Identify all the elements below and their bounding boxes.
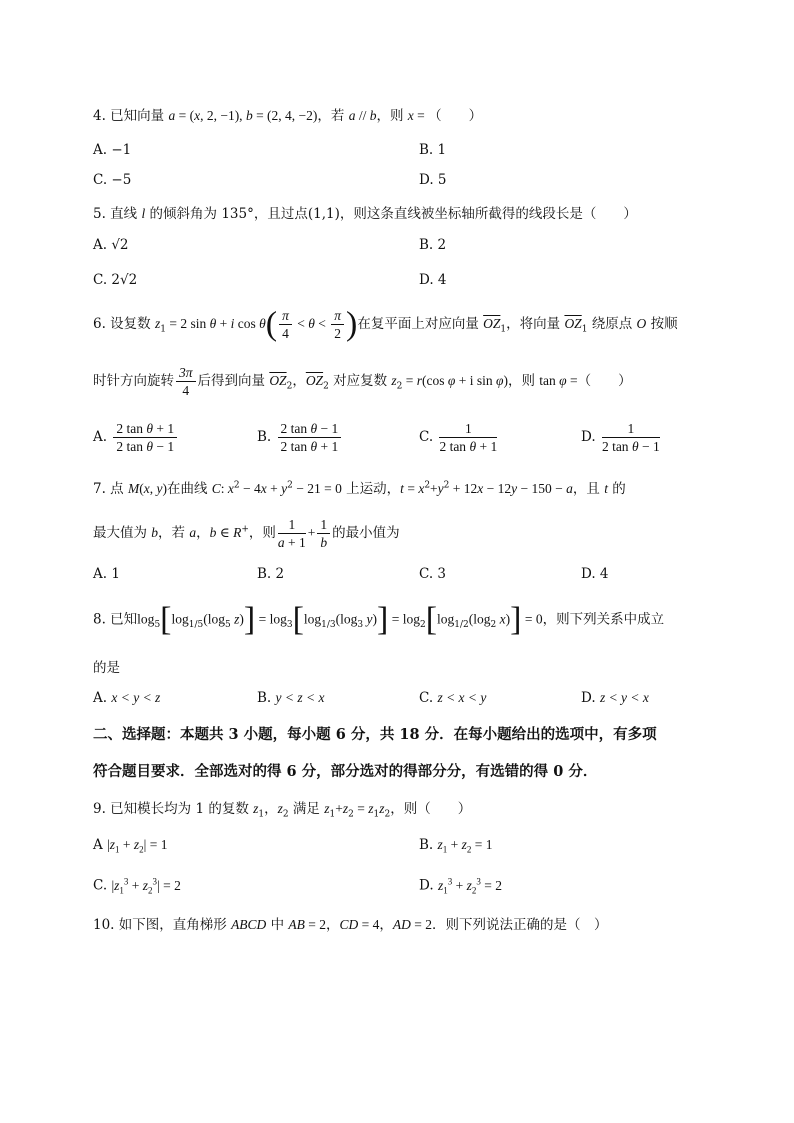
question-10-stem: 10. 如下图，直角梯形 ABCD 中 AB = 2，CD = 4，AD = 2．则下列说法正确的是（ ） bbox=[93, 917, 608, 933]
question-7-option-d[interactable]: D. 4 bbox=[581, 566, 609, 582]
question-8-stem-line-1: 8. 已知$\log_5[\log_{1/5}(\log_5$ $z)] = \log_3[\log_{1/3}(\log_3$ $y)] = \log_2[\log_{1/2}(\log_2$ x)] = 0，则下列关系中成立 bbox=[93, 601, 665, 638]
question-4-option-a[interactable]: A. −1 bbox=[93, 142, 132, 158]
question-7-stem-line-1: 7. 点 M(x, y)在曲线 C: $x^2 - 4x + y^2 - 21 = 0$ 上运动，$t = x^2+y^2 + 12x - 12y - 150 - a$，且 t 的 bbox=[93, 480, 626, 497]
question-5-option-a[interactable]: A. √2 bbox=[93, 237, 129, 253]
question-7-option-a[interactable]: A. 1 bbox=[93, 566, 120, 582]
question-9-option-a[interactable]: A $|z_1 + z_2| = 1$ bbox=[93, 837, 168, 855]
question-8-option-c[interactable]: C. z < x < y bbox=[419, 690, 487, 706]
question-5-stem: 5. 直线 l 的倾斜角为 135°，且过点(1,1)，则这条直线被坐标轴所截得的线段长是（ ） bbox=[93, 206, 637, 222]
question-7-stem-line-2: 最大值为 b，若 a，b ∈ R+，则 $\frac{1}{a + 1}$ + $\frac{1}{b}$ 的最小值为 bbox=[93, 517, 400, 550]
question-4-option-c[interactable]: C. −5 bbox=[93, 172, 132, 188]
question-4-stem: 4. 已知向量 a = (x, 2, −1), b = (2, 4, −2)，若 a // b，则 x = （ ） bbox=[93, 108, 483, 124]
question-9-option-d[interactable]: D. $z_1^3 + z_2^3 = 2$ bbox=[419, 876, 502, 896]
question-6-option-b[interactable]: B. $\frac{\text{2 tan θ − 1}}{\text{2 tan θ + 1}}$ bbox=[257, 420, 343, 455]
question-8-option-d[interactable]: D. z < y < x bbox=[581, 690, 649, 706]
question-7-option-c[interactable]: C. 3 bbox=[419, 566, 447, 582]
question-8-stem-line-2: 的是 bbox=[93, 660, 120, 676]
question-6-option-d[interactable]: D. $\frac{1}{\text{2 tan θ − 1}}$ bbox=[581, 421, 660, 454]
section-2-header-line-1: 二、选择题：本题共 3 小题，每小题 6 分，共 18 分．在每小题给出的选项中，有多项 bbox=[93, 726, 657, 743]
question-6-stem-line-1: 6. 设复数 $z_1 = 2$ sin θ + i cos θ( $\frac{\pi}{4}$ < θ < $\frac{\pi}{2}$ )在复平面上对应向量 $\overline{OZ}_1$，将向量 $\overline{OZ}_1$ 绕原点 O 按顺 bbox=[93, 305, 678, 343]
question-8-option-a[interactable]: A. x < y < z bbox=[93, 690, 161, 706]
question-9-option-b[interactable]: B. $z_1 + z_2 = 1$ bbox=[419, 837, 493, 855]
section-2-header-line-2: 符合题目要求．全部选对的得 6 分，部分选对的得部分分，有选错的得 0 分． bbox=[93, 763, 598, 780]
question-8-option-b[interactable]: B. y < z < x bbox=[257, 690, 325, 706]
question-7-option-b[interactable]: B. 2 bbox=[257, 566, 285, 582]
question-5-option-d[interactable]: D. 4 bbox=[419, 272, 447, 288]
question-5-option-b[interactable]: B. 2 bbox=[419, 237, 447, 253]
question-4-option-b[interactable]: B. 1 bbox=[419, 142, 447, 158]
question-9-stem: 9. 已知模长均为 1 的复数 $z_1$，$z_2$ 满足 $z_1+z_2 = z_1z_2$，则（ ） bbox=[93, 801, 472, 820]
question-4-option-d[interactable]: D. 5 bbox=[419, 172, 447, 188]
question-6-stem-line-2: 时针方向旋转 $\frac{3\pi}{4}$ 后得到向量 $\overline{OZ}_2$，$\overline{OZ}_2$ 对应复数 $z_2 = r(\cos$ φ + i sin φ)，则 tan φ =（ ） bbox=[93, 365, 632, 398]
question-6-option-c[interactable]: C. $\frac{1}{\text{2 tan θ + 1}}$ bbox=[419, 421, 498, 454]
question-5-option-c[interactable]: C. 2√2 bbox=[93, 272, 138, 288]
question-6-option-a[interactable]: A. $\frac{\text{2 tan θ + 1}}{\text{2 tan θ − 1}}$ bbox=[93, 420, 179, 455]
question-9-option-c[interactable]: C. $|z_1^3 + z_2^3| = 2$ bbox=[93, 876, 181, 896]
